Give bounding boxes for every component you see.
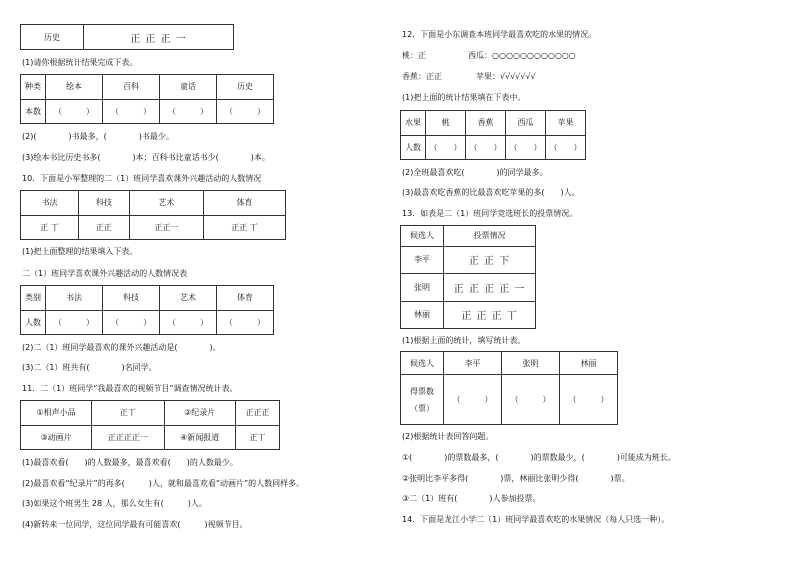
header-cell: 书法: [21, 191, 79, 216]
header-cell: 童话: [160, 75, 217, 100]
history-tally: 正 正 正 一: [84, 25, 234, 50]
q12-3-prompt: (3)最喜欢吃香蕉的比最喜欢吃苹果的多( )人。: [402, 188, 580, 197]
q13-1-prompt: (1)根据上面的统计，填写统计表。: [402, 336, 526, 345]
peach-tally: 桃：正: [402, 51, 426, 60]
vote-count-table: [400, 351, 618, 425]
answer-blank[interactable]: （ ）: [506, 135, 546, 160]
tally-cell: 正 丅: [21, 215, 79, 240]
candidate-name: 李平: [401, 246, 444, 273]
row-label: 人数: [21, 310, 46, 335]
answer-blank[interactable]: （ ）: [466, 135, 506, 160]
q14-title: 14．下面是龙江小学二（1）班同学最喜欢吃的水果情况（每人只选一种）。: [402, 515, 670, 524]
header-cell: 种类: [21, 75, 46, 100]
q11-3-prompt: (3)如果这个班男生 28 人，那么女生有( )人。: [22, 499, 207, 508]
answer-blank[interactable]: （ ）: [217, 99, 274, 124]
program-label: ④新闻报道: [164, 425, 235, 450]
program-label: ③动画片: [21, 425, 92, 450]
q13-2-prompt: (2)根据统计表回答问题。: [402, 432, 494, 441]
q11-title: 11．二（1）班同学“我最喜欢的视频节目”调查情况统计表。: [22, 384, 238, 393]
answer-blank[interactable]: （ ）: [160, 310, 217, 335]
answer-blank[interactable]: （ ）: [444, 375, 502, 425]
tally-cell: 正 正 正 正 一: [444, 274, 536, 301]
tally-cell: 正正一: [129, 215, 203, 240]
activity-count-table: [20, 285, 274, 335]
row-label: 人数: [401, 135, 426, 160]
tally-cell: 正丅: [92, 401, 165, 426]
header-cell: 艺术: [160, 286, 217, 311]
q9-2-prompt: (2)( )书最多，( )书最少。: [22, 132, 174, 141]
answer-blank[interactable]: （ ）: [103, 99, 160, 124]
tally-cell: 正 正 正 丅: [444, 301, 536, 329]
header-cell: 张明: [502, 352, 560, 375]
tally-cell: 正丅: [235, 425, 279, 450]
q12-title: 12．下面是小东调查本班同学最喜欢吃的水果的情况。: [402, 30, 597, 39]
banana-tally: 香蕉：正正: [402, 72, 442, 81]
header-cell: 投票情况: [444, 226, 536, 247]
header-cell: 西瓜: [506, 111, 546, 136]
tally-cell: 正正正正一: [92, 425, 165, 450]
answer-blank[interactable]: （ ）: [560, 375, 618, 425]
answer-blank[interactable]: （ ）: [103, 310, 160, 335]
q13-b-prompt: ②张明比李平多得( )票，林丽比张明少得( )票。: [402, 474, 630, 483]
header-cell: 香蕉: [466, 111, 506, 136]
candidate-name: 林丽: [401, 301, 444, 329]
header-cell: 李平: [444, 352, 502, 375]
candidate-name: 张明: [401, 274, 444, 301]
header-cell: 百科: [103, 75, 160, 100]
tally-cell: 正 正 下: [444, 246, 536, 273]
header-cell: 苹果: [546, 111, 586, 136]
answer-blank[interactable]: （ ）: [217, 310, 274, 335]
vote-tally-table: [400, 225, 536, 329]
header-cell: 书法: [46, 286, 103, 311]
tally-cell: 正正 丅: [204, 215, 286, 240]
video-tally-table: [20, 400, 280, 450]
watermelon-tally: 西瓜：○○○○○○○○○○○○: [468, 51, 576, 60]
row-label: 本数: [21, 99, 46, 124]
q13-title: 13．如表是二（1）班同学竞选班长的投票情况。: [402, 209, 578, 218]
answer-blank[interactable]: （ ）: [160, 99, 217, 124]
book-count-table: [20, 74, 274, 124]
row-label-line1: 得票数: [410, 386, 434, 396]
program-label: ②纪录片: [164, 401, 235, 426]
answer-blank[interactable]: （ ）: [426, 135, 466, 160]
header-cell: 绘本: [46, 75, 103, 100]
q13-a-prompt: ①( )的票数最多，( )的票数最少，( )可能成为班长。: [402, 453, 676, 462]
q11-1-prompt: (1)最喜欢看( )的人数最多，最喜欢看( )的人数最少。: [22, 458, 238, 467]
apple-tally: 苹果：√√√√√√√: [476, 72, 536, 81]
history-tally-table: [20, 24, 234, 50]
header-cell: 体育: [217, 286, 274, 311]
fruit-count-table: [400, 110, 586, 160]
q11-2-prompt: (2)最喜欢看“纪录片”的再多( )人，就和最喜欢看“动画片”的人数同样多。: [22, 479, 305, 488]
answer-blank[interactable]: （ ）: [502, 375, 560, 425]
header-cell: 候选人: [401, 226, 444, 247]
answer-blank[interactable]: （ ）: [46, 310, 103, 335]
q10-title: 10．下面是小军整理的二（1）班同学喜欢课外兴趣活动的人数情况: [22, 174, 262, 183]
row-label: [401, 375, 444, 425]
answer-blank[interactable]: （ ）: [546, 135, 586, 160]
header-cell: 艺术: [129, 191, 203, 216]
activity-table-title: 二（1）班同学喜欢课外兴趣活动的人数情况表: [22, 269, 188, 278]
header-cell: 类别: [21, 286, 46, 311]
answer-blank[interactable]: （ ）: [46, 99, 103, 124]
q10-2-prompt: (2)二（1）班同学最喜欢的课外兴趣活动是( )。: [22, 343, 221, 352]
q11-4-prompt: (4)新转来一位同学，这位同学最有可能喜欢( )视频节目。: [22, 520, 248, 529]
header-cell: 体育: [204, 191, 286, 216]
q10-1-prompt: (1)把上面整理的结果填入下表。: [22, 247, 138, 256]
program-label: ①相声小品: [21, 401, 92, 426]
row-label-line2: （票）: [410, 403, 434, 413]
header-cell: 林丽: [560, 352, 618, 375]
header-cell: 历史: [217, 75, 274, 100]
q12-2-prompt: (2)全班最喜欢吃( )的同学最多。: [402, 168, 548, 177]
activity-tally-table: [20, 190, 286, 240]
tally-cell: 正正正: [235, 401, 279, 426]
q9-1-prompt: (1)请你根据统计结果完成下表。: [22, 58, 138, 67]
tally-cell: 正正: [79, 215, 130, 240]
history-label: 历史: [21, 25, 84, 50]
header-cell: 桃: [426, 111, 466, 136]
header-cell: 科技: [103, 286, 160, 311]
q13-c-prompt: ③二（1）班有( )人参加投票。: [402, 494, 541, 503]
header-cell: 水果: [401, 111, 426, 136]
header-cell: 科技: [79, 191, 130, 216]
q9-3-prompt: (3)绘本书比历史书多( )本；百科书比童话书少( )本。: [22, 153, 270, 162]
header-cell: 候选人: [401, 352, 444, 375]
q12-1-prompt: (1)把上面的统计结果填在下表中。: [402, 93, 526, 102]
q10-3-prompt: (3)二（1）班共有( )名同学。: [22, 363, 157, 372]
